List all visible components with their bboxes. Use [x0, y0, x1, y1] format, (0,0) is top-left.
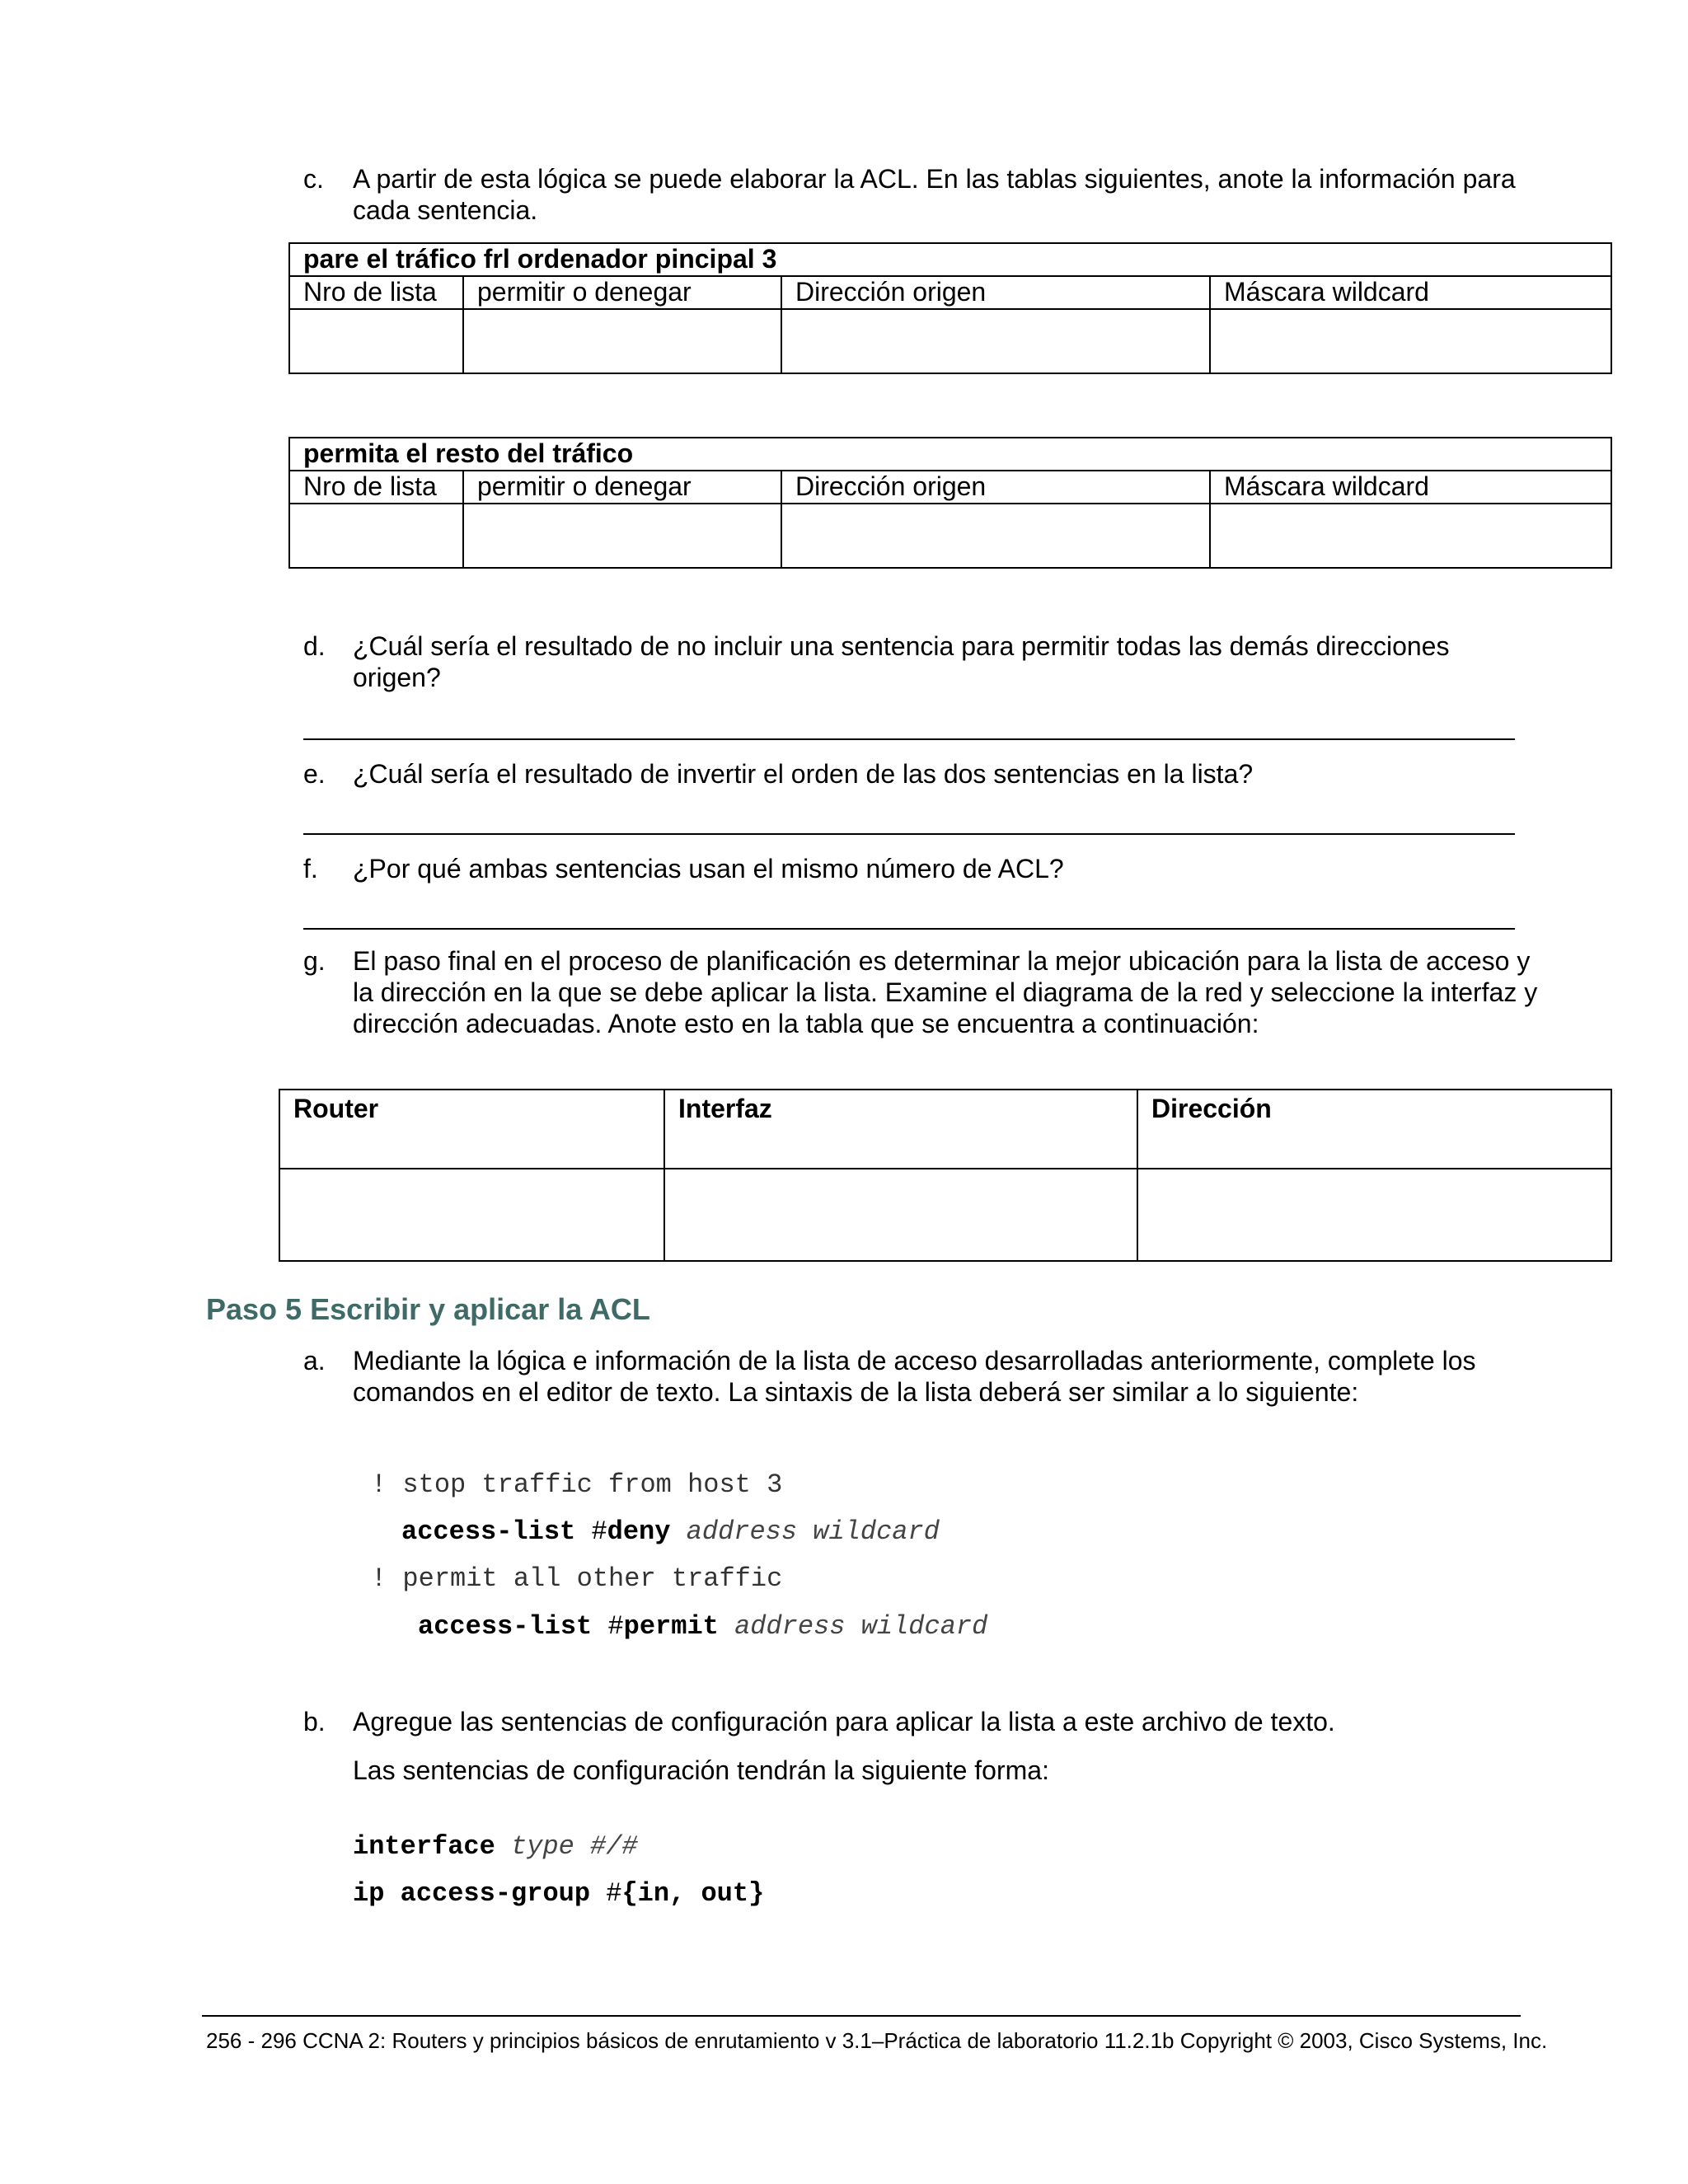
item-text: Mediante la lógica e información de la lista de acceso desarrolladas anteriormente, complete los comandos en el editor de texto. La sintaxis de la lista deberá ser similar a lo siguiente: — [353, 1346, 1476, 1407]
code-line-deny — [401, 1516, 940, 1548]
router-interface-table — [279, 1089, 1612, 1262]
cell-direction[interactable] — [1137, 1169, 1611, 1261]
header-list-number: Nro de lista — [289, 471, 463, 504]
item-label: a. — [303, 1346, 326, 1376]
header-router: Router — [279, 1090, 664, 1169]
cell-router[interactable] — [279, 1169, 664, 1261]
item-label: f. — [303, 854, 318, 883]
code-cmd: ip access-group — [353, 1878, 591, 1909]
item-text: A partir de esta lógica se puede elaborar la ACL. En las tablas siguientes, anote la información para cada sentencia. — [353, 164, 1516, 225]
code-args: address wildcard — [718, 1611, 988, 1642]
item-label: g. — [303, 946, 326, 976]
item-label: d. — [303, 631, 326, 661]
item-text: ¿Por qué ambas sentencias usan el mismo número de ACL? — [353, 854, 1064, 883]
header-source-address: Dirección origen — [781, 471, 1210, 504]
cell-list-number[interactable] — [289, 504, 463, 568]
item-text: El paso final en el proceso de planificación es determinar la mejor ubicación para la lista de acceso y la dirección en la que se debe aplicar la lista. Examine el diagrama de la red y seleccione la interfaz y dirección adecuadas. Anote esto en la tabla que se encuentra a continuación: — [353, 946, 1538, 1038]
code-cmd: access-list — [418, 1611, 593, 1642]
code-cmd: interface — [353, 1831, 495, 1862]
cell-list-number[interactable] — [289, 309, 463, 373]
code-comment-stop: ! stop traffic from host 3 — [371, 1469, 783, 1500]
answer-line-d[interactable] — [303, 738, 1515, 740]
item-text: ¿Cuál sería el resultado de invertir el orden de las dos sentencias en la lista? — [353, 759, 1254, 789]
header-list-number: Nro de lista — [289, 276, 463, 309]
footer-divider — [202, 2015, 1521, 2017]
code-line-access-group — [353, 1878, 764, 1910]
item-label: c. — [303, 164, 324, 194]
cell-permit-deny[interactable] — [463, 309, 781, 373]
item-text: Agregue las sentencias de configuración para aplicar la lista a este archivo de texto. — [353, 1707, 1335, 1736]
cell-permit-deny[interactable] — [463, 504, 781, 568]
item-label: e. — [303, 759, 326, 789]
item-text: ¿Cuál sería el resultado de no incluir una sentencia para permitir todas las demás direcciones origen? — [353, 631, 1450, 692]
cell-wildcard-mask[interactable] — [1210, 309, 1611, 373]
step5-heading: Paso 5 Escribir y aplicar la ACL — [206, 1292, 650, 1326]
code-args: type #/# — [495, 1831, 638, 1862]
cell-source-address[interactable] — [781, 504, 1210, 568]
acl-table-permit-rest — [288, 437, 1612, 569]
cell-wildcard-mask[interactable] — [1210, 504, 1611, 568]
cell-source-address[interactable] — [781, 309, 1210, 373]
item-label: b. — [303, 1707, 326, 1736]
header-interface: Interfaz — [664, 1090, 1137, 1169]
code-hash: # — [607, 1611, 624, 1642]
code-hash: # — [590, 1878, 622, 1909]
code-hash: # — [591, 1516, 607, 1547]
code-options: {in, out} — [621, 1878, 765, 1909]
code-comment-permit: ! permit all other traffic — [371, 1563, 783, 1594]
code-args: address wildcard — [670, 1516, 940, 1547]
header-direction: Dirección — [1137, 1090, 1611, 1169]
answer-line-f[interactable] — [303, 928, 1515, 930]
header-wildcard-mask: Máscara wildcard — [1210, 276, 1611, 309]
page-footer: 256 - 296 CCNA 2: Routers y principios básicos de enrutamiento v 3.1–Práctica de laboratorio 11.2.1b Copyright © 2003, Cisco Systems, Inc. — [206, 2028, 1548, 2053]
code-keyword: deny — [607, 1516, 671, 1547]
table-title: pare el tráfico frl ordenador pincipal 3 — [289, 243, 1611, 276]
cell-interface[interactable] — [664, 1169, 1137, 1261]
code-line-permit — [418, 1611, 987, 1643]
acl-table-stop-host3 — [288, 242, 1612, 374]
header-permit-deny: permitir o denegar — [463, 471, 781, 504]
item-text: Las sentencias de configuración tendrán la siguiente forma: — [353, 1755, 1049, 1785]
answer-line-e[interactable] — [303, 833, 1515, 835]
code-keyword: permit — [623, 1611, 719, 1642]
header-wildcard-mask: Máscara wildcard — [1210, 471, 1611, 504]
code-cmd: access-list — [401, 1516, 576, 1547]
header-source-address: Dirección origen — [781, 276, 1210, 309]
table-title: permita el resto del tráfico — [289, 438, 1611, 471]
header-permit-deny: permitir o denegar — [463, 276, 781, 309]
code-line-interface — [353, 1831, 638, 1863]
